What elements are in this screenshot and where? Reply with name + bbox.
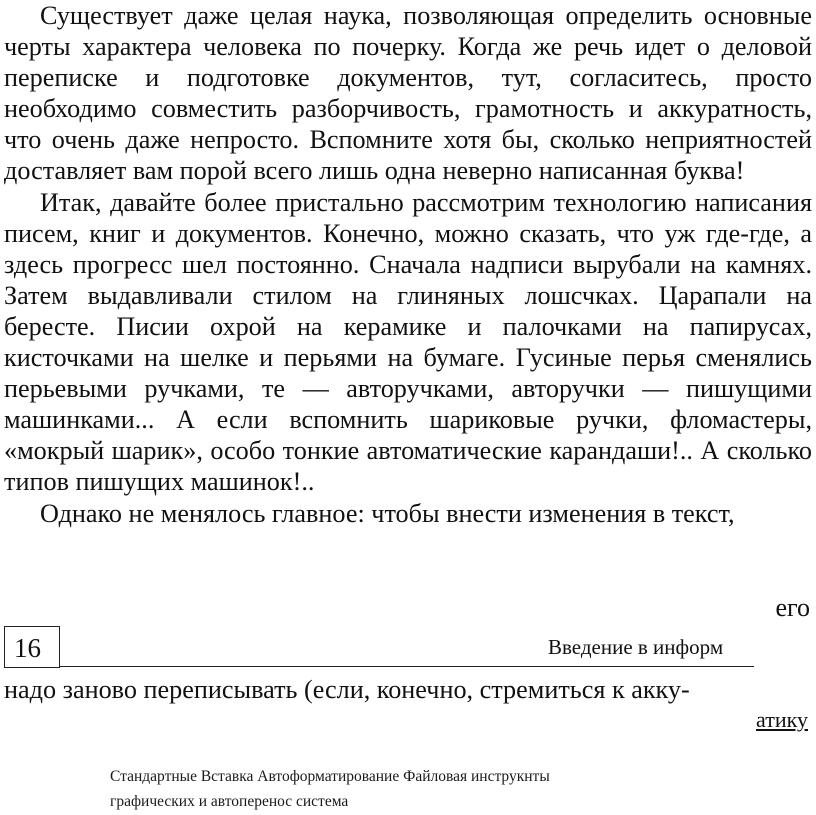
continuation-line: надо заново переписывать (если, конечно, стремиться к акку-	[4, 675, 690, 704]
continuation-link[interactable]: атику	[756, 707, 808, 732]
paragraph-handwriting: Существует даже целая наука, позволяющая определить основные черты характера человека по почерку. Когда же речь идет о деловой переписке и подготовке документов, тут, согласитесь, просто необходимо совместить разборчивость, грамотность и аккуратность, что очень даже непросто. Вспомните хотя бы, сколько неприятностей доставляет вам порой всего лишь одна неверно написанная буква!	[4, 1, 812, 186]
trailing-word: его	[775, 593, 810, 622]
main-text	[4, 0, 812, 529]
tags-line-1: Стандартные Вставка Автоформатирование Файловая инструкнты	[110, 768, 550, 785]
paragraph-main-point: Однако не менялось главное: чтобы внести изменения в текст,	[40, 498, 735, 528]
footer-divider	[60, 666, 754, 667]
paragraph-writing-history: Итак, давайте более пристально рассмотрим технологию написания писем, книг и документов. Конечно, можно сказать, что уж где-где, а здесь прогресс шел постоянно. Сначала надписи вырубали на камнях. Затем выдавливали стилом на глиняных лошсчках. Царапали на бересте. Писии охрой на керамике и палочками на папирусах, кисточками на шелке и перьями на бумаге. Гусиные перья сменялись перьевыми ручками, те — авторучками, авторучки — пишущими машинками... А если вспомнить шариковые ручки, фломастеры, «мокрый шарик», особо тонкие автоматические карандаши!.. А сколько типов пишущих машинок!..	[4, 187, 812, 497]
page-number: 16	[14, 633, 41, 663]
running-title: Введение в информ	[548, 635, 724, 659]
tags-line-2: графических и автоперенос система	[110, 793, 349, 810]
keyword-tags	[110, 764, 550, 814]
